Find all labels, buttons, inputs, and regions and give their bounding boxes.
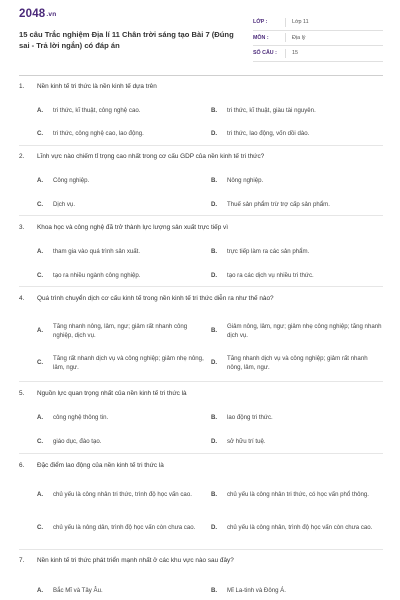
site-logo[interactable]: [19, 8, 56, 20]
option-c[interactable]: [37, 524, 207, 533]
option-text: sở hữu trí tuệ.: [227, 438, 266, 445]
option-text: Dịch vụ.: [53, 201, 76, 208]
option-b[interactable]: [211, 587, 383, 596]
question-7: [19, 556, 383, 594]
question-text: Nền kinh tế tri thức là nền kinh tế dựa trên: [37, 83, 157, 90]
question-divider: [19, 453, 383, 454]
option-letter: A.: [37, 587, 44, 594]
option-letter: C.: [37, 524, 44, 531]
option-letter: B.: [211, 414, 218, 421]
option-b[interactable]: [211, 414, 383, 423]
question-divider: [19, 549, 383, 550]
option-text: tri thức, lao động, vốn dồi dào.: [227, 130, 310, 137]
meta-separator: [285, 18, 286, 27]
option-text: tri thức, kĩ thuật, công nghệ cao.: [53, 107, 141, 114]
option-text: tham gia vào quá trình sản xuất.: [53, 248, 141, 255]
option-letter: A.: [37, 107, 44, 114]
question-stem: [19, 152, 383, 161]
option-a[interactable]: [37, 323, 207, 340]
option-b[interactable]: [211, 323, 383, 340]
option-text: chủ yếu là công nhân tri thức, có học vấn phổ thông.: [227, 491, 369, 498]
option-text: chủ yếu là nông dân, trình độ học vấn còn chưa cao.: [53, 524, 196, 531]
option-letter: C.: [37, 359, 44, 367]
option-text: Mĩ La-tinh và Đông Á.: [227, 587, 286, 594]
option-letter: C.: [37, 438, 44, 445]
option-text: Tăng nhanh nông, lâm, ngư; giảm rất nhanh công nghiệp, dịch vụ.: [53, 323, 188, 339]
option-text: Tăng rất nhanh dịch vụ và công nghiệp; giảm nhẹ nông, lâm, ngư.: [53, 355, 204, 371]
option-d[interactable]: [211, 272, 383, 281]
option-b[interactable]: [211, 177, 383, 186]
option-d[interactable]: [211, 524, 383, 533]
meta-table: [253, 15, 383, 62]
meta-value-subject: Địa lý: [292, 34, 306, 41]
meta-separator: [285, 49, 286, 58]
option-letter: C.: [37, 130, 44, 137]
option-letter: C.: [37, 272, 44, 279]
meta-value-class: Lớp 11: [292, 19, 309, 26]
option-letter: D.: [211, 272, 218, 279]
question-number: 4.: [19, 295, 25, 302]
meta-label-class: LỚP :: [253, 19, 268, 26]
option-letter: C.: [37, 201, 44, 208]
question-3: [19, 223, 383, 279]
option-c[interactable]: [37, 355, 207, 372]
option-a[interactable]: [37, 414, 205, 423]
question-text: Khoa học và công nghệ đã trở thành lực lượng sản xuất trực tiếp vì: [37, 224, 229, 231]
meta-row-class: [253, 15, 383, 31]
option-letter: B.: [211, 491, 218, 498]
option-d[interactable]: [211, 355, 383, 372]
question-1: [19, 82, 383, 137]
question-number: 1.: [19, 83, 25, 90]
option-text: tạo ra nhiều ngành công nghiệp.: [53, 272, 141, 279]
option-letter: D.: [211, 201, 218, 208]
question-5: [19, 389, 383, 445]
option-text: công nghệ thông tin.: [53, 414, 109, 421]
header-divider: [19, 75, 383, 76]
option-text: Công nghiệp.: [53, 177, 90, 184]
option-text: tạo ra các dịch vụ nhiều tri thức.: [227, 272, 314, 279]
option-d[interactable]: [211, 438, 383, 447]
option-letter: B.: [211, 587, 218, 594]
question-6: [19, 461, 383, 531]
question-stem: [19, 389, 383, 398]
option-text: trực tiếp làm ra các sản phẩm.: [227, 248, 310, 255]
question-stem: [19, 82, 383, 91]
option-d[interactable]: [211, 201, 383, 210]
question-text: Nền kinh tế tri thức phát triển mạnh nhất ở các khu vực nào sau đây?: [37, 557, 234, 564]
question-divider: [19, 145, 383, 146]
question-4: [19, 294, 383, 371]
logo-suffix: .vn: [46, 11, 57, 18]
option-b[interactable]: [211, 248, 383, 257]
meta-label-subject: MÔN :: [253, 34, 269, 41]
question-text: Đặc điểm lao động của nền kinh tế tri thức là: [37, 462, 164, 469]
question-text: Quá trình chuyển dịch cơ cấu kinh tế trong nền kinh tế tri thức diễn ra như thế nào?: [37, 295, 274, 302]
question-stem: [19, 556, 383, 565]
question-number: 5.: [19, 390, 25, 397]
question-divider: [19, 381, 383, 382]
option-a[interactable]: [37, 248, 205, 257]
option-a[interactable]: [37, 491, 207, 500]
logo-main: 2048: [19, 8, 46, 20]
question-number: 7.: [19, 557, 25, 564]
question-number: 3.: [19, 224, 25, 231]
option-c[interactable]: [37, 201, 205, 210]
option-c[interactable]: [37, 438, 205, 447]
option-a[interactable]: [37, 177, 205, 186]
meta-row-subject: [253, 31, 383, 47]
question-number: 6.: [19, 462, 25, 469]
question-divider: [19, 286, 383, 287]
option-text: lao động tri thức.: [227, 414, 273, 421]
question-stem: [19, 223, 383, 232]
option-text: chủ yếu là công nhân tri thức, trình độ học vấn cao.: [53, 491, 192, 498]
page-header: [0, 0, 400, 70]
option-letter: A.: [37, 248, 44, 255]
option-letter: D.: [211, 524, 218, 531]
option-text: tri thức, kĩ thuật, giàu tài nguyên.: [227, 107, 316, 114]
option-letter: A.: [37, 327, 44, 335]
option-text: tri thức, công nghệ cao, lao động.: [53, 130, 144, 137]
option-text: Bắc Mĩ và Tây Âu.: [53, 587, 103, 594]
option-a[interactable]: [37, 587, 205, 596]
option-text: giáo dục, đào tạo.: [53, 438, 102, 445]
meta-separator: [285, 33, 286, 42]
option-letter: B.: [211, 107, 218, 114]
question-2: [19, 152, 383, 208]
question-number: 2.: [19, 153, 25, 160]
option-text: Tăng nhanh dịch vụ và công nghiệp; giảm rất nhanh nông, lâm, ngư.: [227, 355, 368, 371]
option-text: Giảm nông, lâm, ngư; giảm nhẹ công nghiệp; tăng nhanh dịch vụ.: [227, 323, 382, 339]
option-letter: A.: [37, 177, 44, 184]
question-stem: [19, 461, 383, 470]
meta-value-count: 15: [292, 50, 298, 57]
question-divider: [19, 215, 383, 216]
option-c[interactable]: [37, 272, 205, 281]
meta-label-count: SỐ CÂU :: [253, 50, 277, 57]
option-a[interactable]: [37, 107, 205, 116]
option-letter: A.: [37, 414, 44, 421]
question-text: Nguồn lực quan trọng nhất của nền kinh tế tri thức là: [37, 390, 187, 397]
page-title: 15 câu Trắc nghiệm Địa lí 11 Chân trời sáng tạo Bài 7 (Đúng sai - Trả lời ngắn) có đáp án: [19, 30, 234, 50]
question-stem: [19, 294, 383, 303]
option-b[interactable]: [211, 491, 383, 500]
option-text: Thuế sản phẩm trừ trợ cấp sản phẩm.: [227, 201, 330, 208]
option-text: chủ yếu là công nhân, trình độ học vấn còn chưa cao.: [227, 524, 373, 531]
option-letter: B.: [211, 327, 218, 335]
option-letter: A.: [37, 491, 44, 498]
option-c[interactable]: [37, 130, 205, 139]
option-letter: D.: [211, 130, 218, 137]
option-text: Nông nghiệp.: [227, 177, 264, 184]
option-letter: D.: [211, 359, 218, 367]
option-b[interactable]: [211, 107, 383, 116]
option-letter: D.: [211, 438, 218, 445]
option-d[interactable]: [211, 130, 383, 139]
question-text: Lĩnh vực nào chiếm tỉ trọng cao nhất trong cơ cấu GDP của nền kinh tế tri thức?: [37, 153, 265, 160]
meta-row-count: [253, 46, 383, 62]
option-letter: B.: [211, 248, 218, 255]
option-letter: B.: [211, 177, 218, 184]
